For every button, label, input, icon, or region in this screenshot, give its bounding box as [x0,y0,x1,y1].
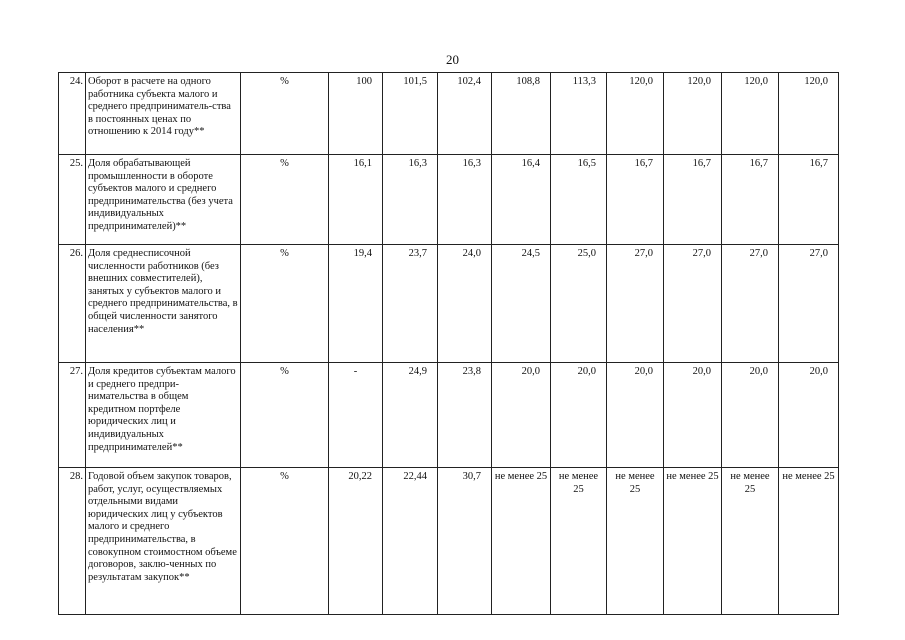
row-number: 26. [59,245,86,363]
value-cell: 24,0 [438,245,492,363]
value-cell: не менее 25 [607,468,664,615]
value-cell: не менее 25 [551,468,607,615]
table-row [59,155,839,245]
value-cell: не менее 25 [722,468,779,615]
unit-cell: % [241,245,329,363]
value-cell: 24,9 [383,363,438,468]
value-cell: не менее 25 [664,468,722,615]
unit-cell: % [241,363,329,468]
value-cell: 113,3 [551,73,607,155]
value-cell: 101,5 [383,73,438,155]
value-cell: 16,3 [438,155,492,245]
value-cell: не менее 25 [492,468,551,615]
unit-cell: % [241,468,329,615]
value-cell: 16,5 [551,155,607,245]
value-cell: 27,0 [722,245,779,363]
page-number: 20 [446,52,459,67]
value-cell: 20,0 [492,363,551,468]
value-cell: - [329,363,383,468]
value-cell: 16,4 [492,155,551,245]
indicator-name: Оборот в расчете на одного работника субъекта малого и среднего предприниматель-ства в постоянных ценах по отношению к 2014 году** [86,73,241,155]
row-number: 24. [59,73,86,155]
value-cell: 22,44 [383,468,438,615]
value-cell: 25,0 [551,245,607,363]
value-cell: 16,7 [779,155,839,245]
value-cell: 16,7 [722,155,779,245]
value-cell: 27,0 [779,245,839,363]
value-cell: 16,7 [607,155,664,245]
indicator-name: Доля среднесписочной численности работников (без внешних совместителей), занятых у субъектов малого и среднего предпринимательства, в общей численности занятого населения** [86,245,241,363]
value-cell: 23,8 [438,363,492,468]
table-row [59,73,839,155]
value-cell: 16,7 [664,155,722,245]
row-number: 28. [59,468,86,615]
value-cell: 120,0 [664,73,722,155]
table-row [59,468,839,615]
value-cell: 20,0 [664,363,722,468]
value-cell: 27,0 [664,245,722,363]
value-cell: 20,22 [329,468,383,615]
indicator-name: Доля обрабатывающей промышленности в обороте субъектов малого и среднего предпринимательства (без учета индивидуальных предпринимателей)** [86,155,241,245]
row-number: 27. [59,363,86,468]
value-cell: 20,0 [779,363,839,468]
value-cell: 16,3 [383,155,438,245]
value-cell: 20,0 [722,363,779,468]
value-cell: 120,0 [607,73,664,155]
value-cell: 108,8 [492,73,551,155]
indicator-name: Годовой объем закупок товаров, работ, услуг, осуществляемых отдельными видами юридических лиц у субъектов малого и среднего предпринимательства, в совокупном стоимостном объеме договоров, заклю-ченных по результатам закупок** [86,468,241,615]
value-cell: 23,7 [383,245,438,363]
table-row [59,245,839,363]
value-cell: 20,0 [551,363,607,468]
value-cell: 16,1 [329,155,383,245]
value-cell: 30,7 [438,468,492,615]
value-cell: 102,4 [438,73,492,155]
value-cell: 19,4 [329,245,383,363]
value-cell: не менее 25 [779,468,839,615]
value-cell: 20,0 [607,363,664,468]
value-cell: 120,0 [779,73,839,155]
unit-cell: % [241,73,329,155]
value-cell: 100 [329,73,383,155]
value-cell: 24,5 [492,245,551,363]
row-number: 25. [59,155,86,245]
indicators-table [58,72,839,615]
indicator-name: Доля кредитов субъектам малого и среднего предпри-нимательства в общем кредитном портфеле юридических лиц и индивидуальных предпринимателей** [86,363,241,468]
value-cell: 27,0 [607,245,664,363]
table-row [59,363,839,468]
value-cell: 120,0 [722,73,779,155]
unit-cell: % [241,155,329,245]
